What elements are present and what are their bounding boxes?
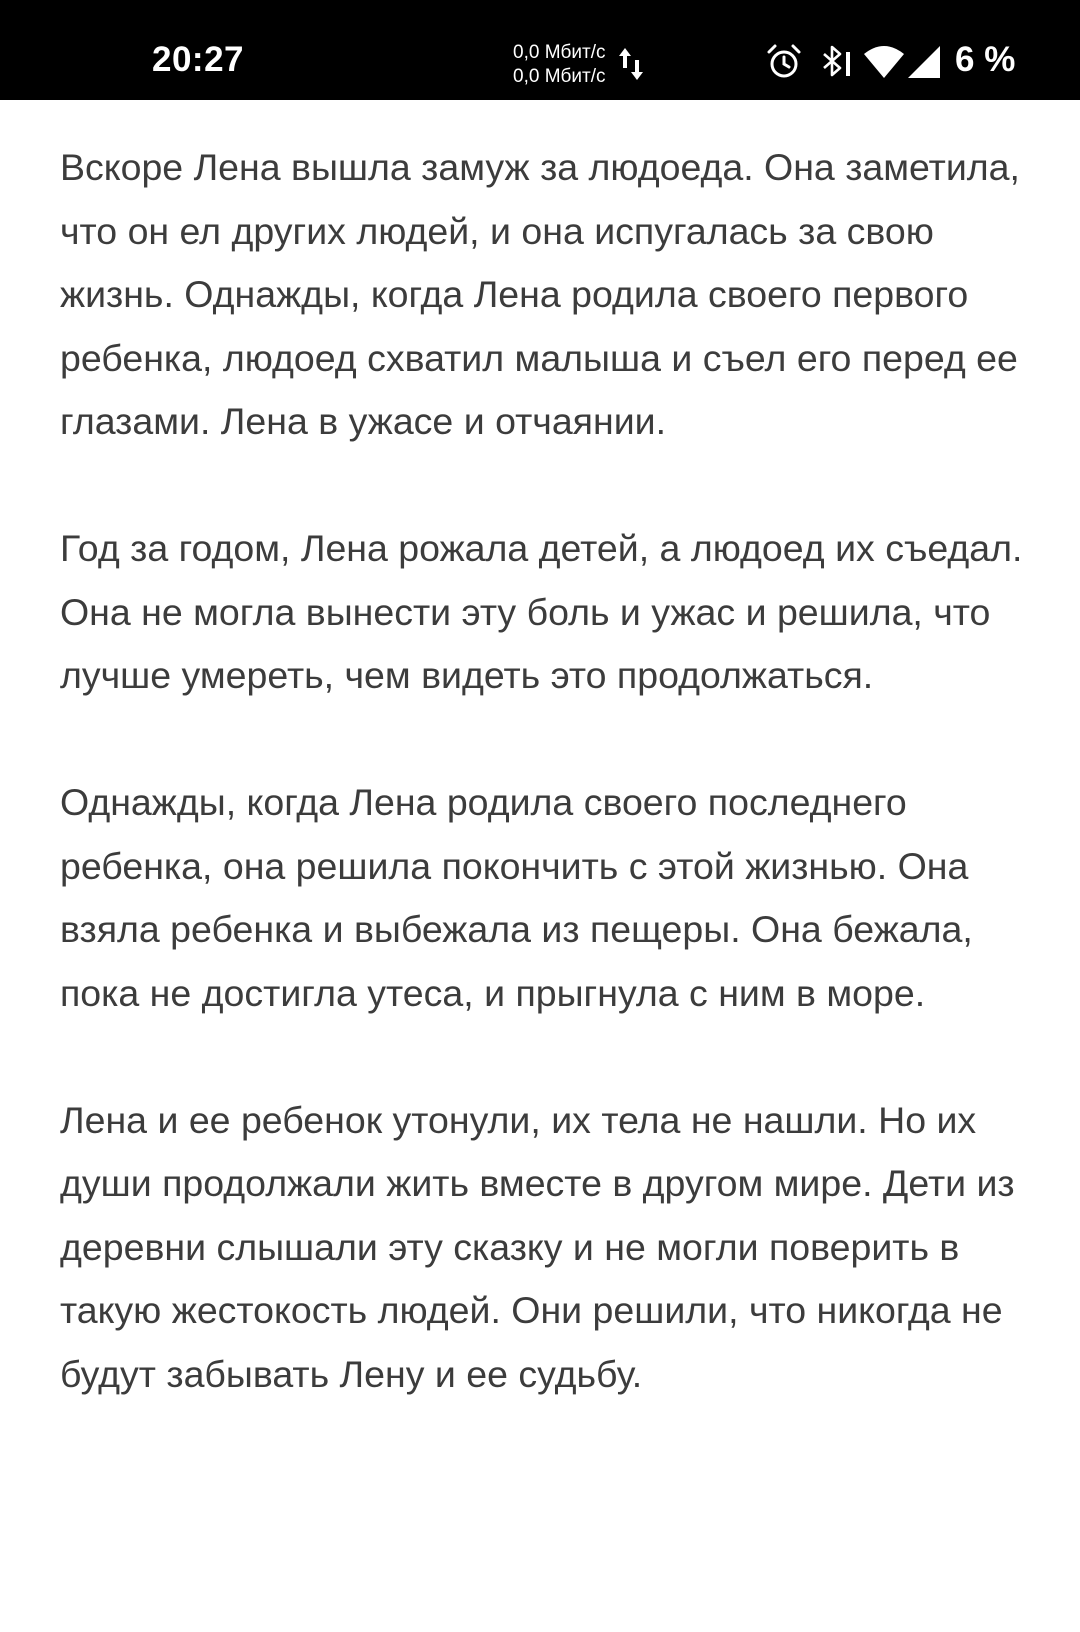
article-paragraph: Год за годом, Лена рожала детей, а людоед их съедал. Она не могла вынести эту боль и ужас и решила, что лучше умереть, чем видеть это продолжаться.: [60, 527, 1023, 696]
article-paragraph: Вскоре Лена вышла замуж за людоеда. Она заметила, что он ел других людей, и она испугалась за свою жизнь. Однажды, когда Лена родила своего первого ребенка, людоед схватил малыша и съел его перед ее глазами. Лена в ужасе и отчаянии.: [60, 146, 1020, 442]
signal-icon: [904, 42, 944, 82]
article-paragraph: Лена и ее ребенок утонули, их тела не нашли. Но их души продолжали жить вместе в другом мире. Дети из деревни слышали эту сказку и не могли поверить в такую жестокость людей. Они решили, что никогда не будут забывать Лену и ее судьбу.: [60, 1098, 1015, 1395]
data-arrows-icon: [618, 44, 646, 84]
wifi-icon: [862, 42, 906, 82]
article-paragraph: Однажды, когда Лена родила своего последнего ребенка, она решила покончить с этой жизнью. Она взяла ребенка и выбежала из пещеры. Она бежала, пока не достигла утеса, и прыгнула с ним в море.: [60, 781, 973, 1014]
status-clock: 20:27: [152, 40, 245, 79]
bluetooth-icon: [816, 42, 856, 82]
article-body: [60, 136, 1040, 1470]
network-speed: [513, 41, 606, 89]
battery-percentage: 6 %: [955, 40, 1016, 79]
network-speed-down: 0,0 Мбит/с: [513, 66, 606, 87]
status-bar: [0, 0, 1080, 100]
network-speed-up: 0,0 Мбит/с: [513, 42, 606, 63]
alarm-icon: [764, 42, 804, 82]
